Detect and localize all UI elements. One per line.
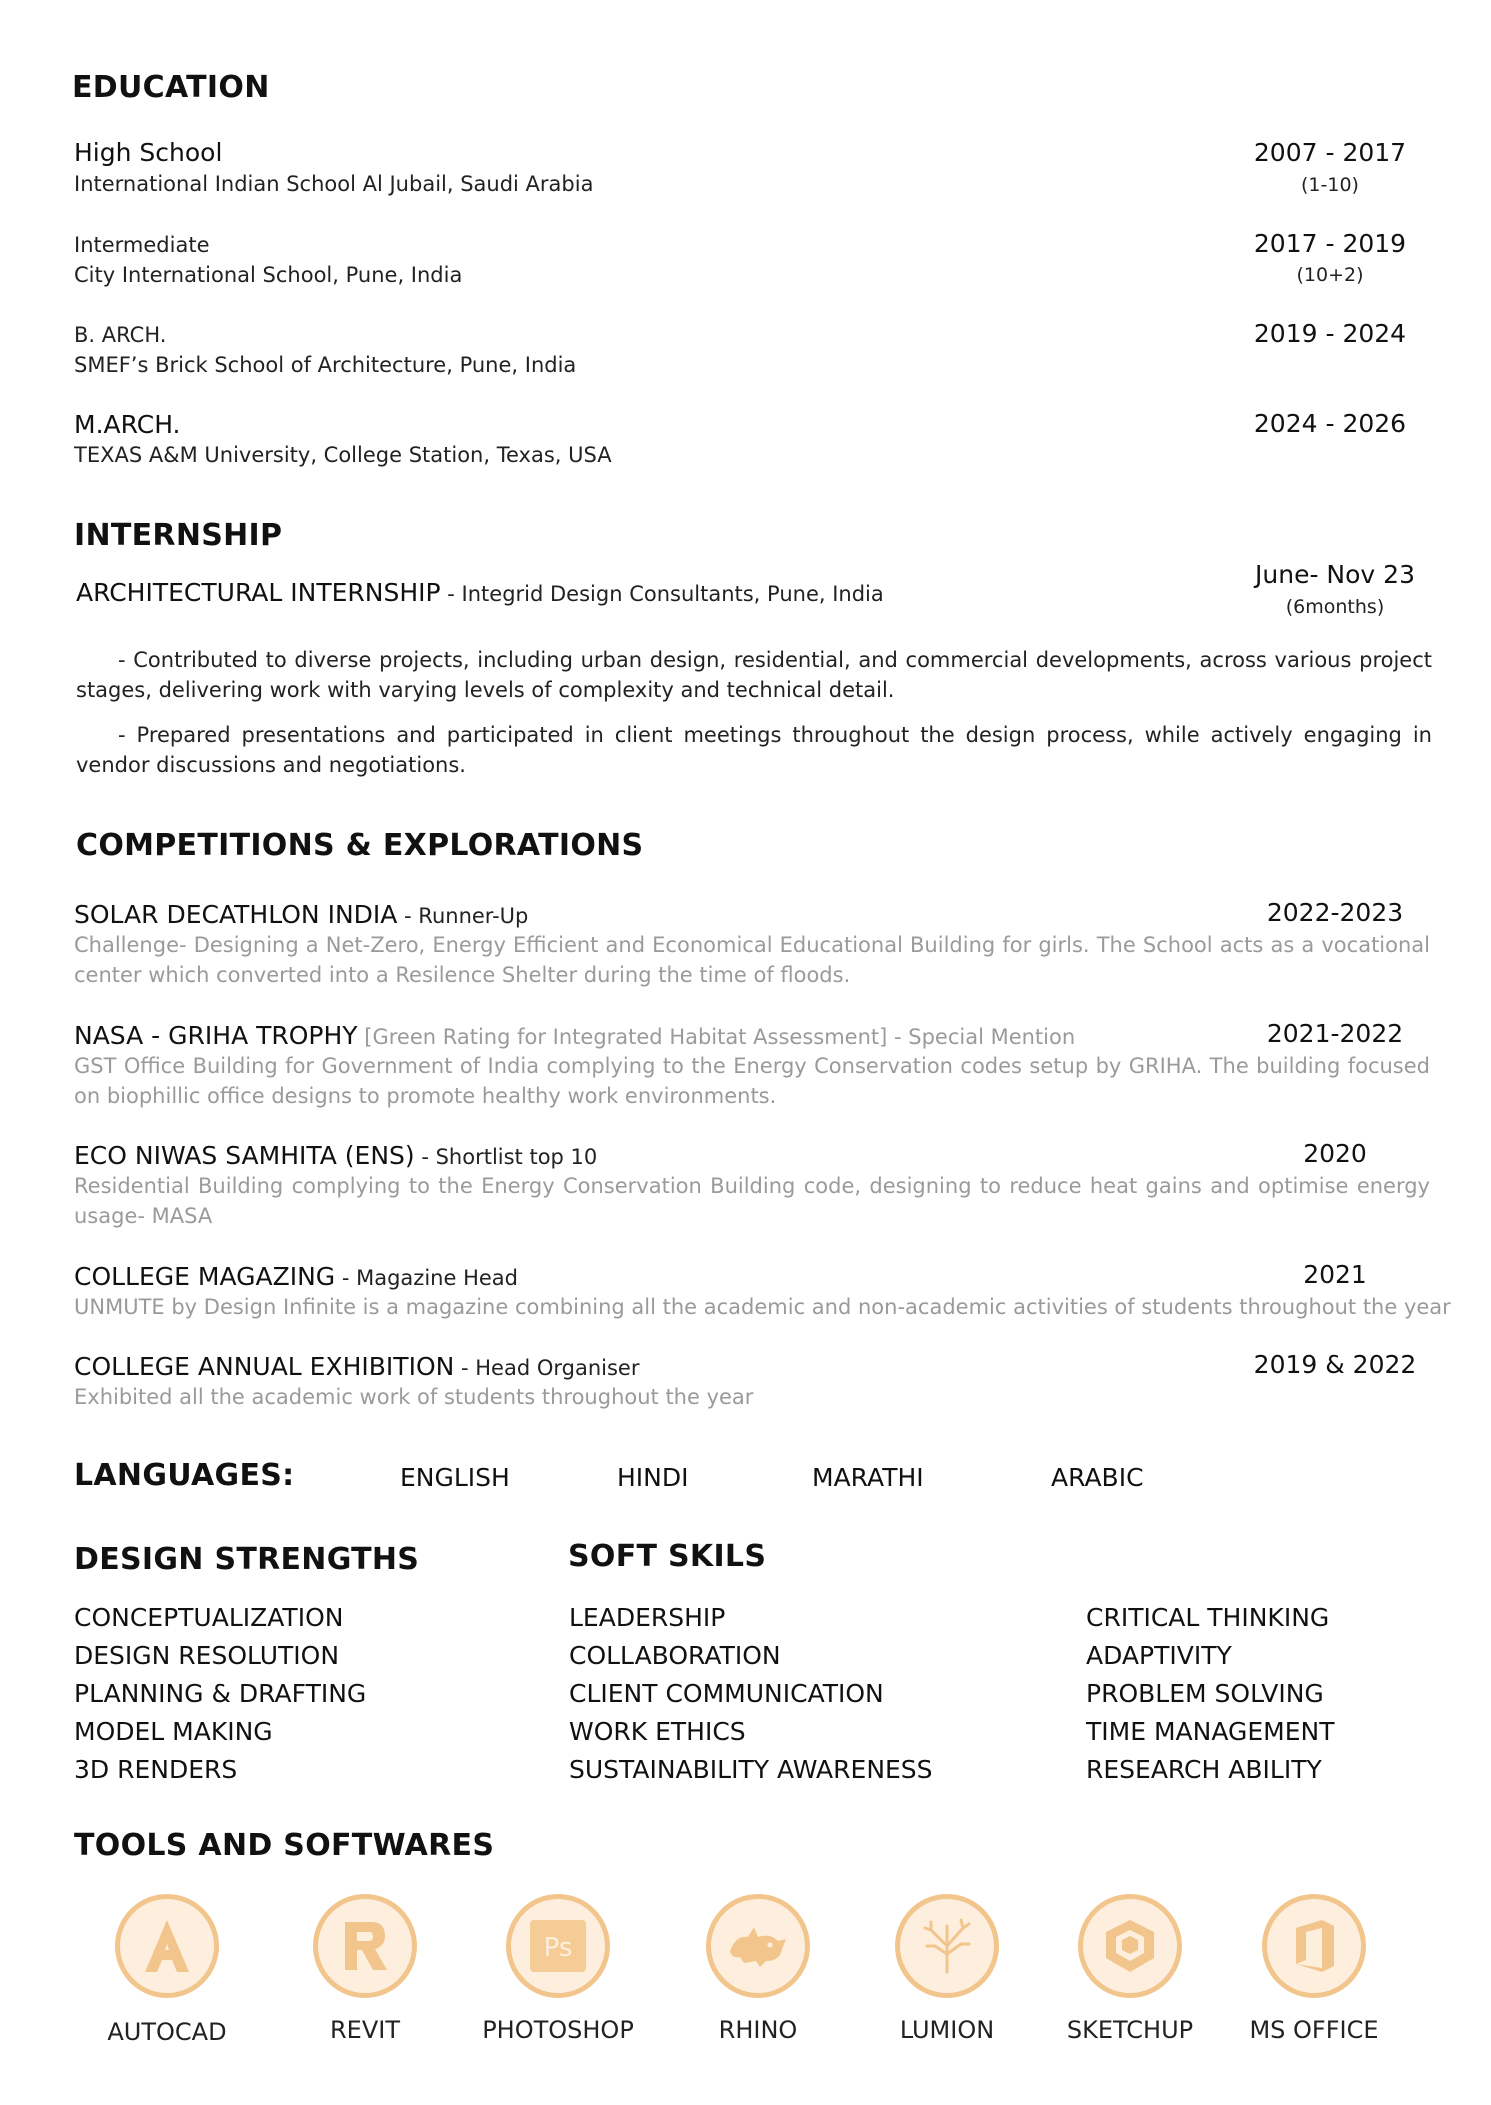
rhino-icon: [706, 1894, 810, 1998]
tool-label: MS OFFICE: [1249, 2016, 1379, 2044]
skill-item: MODEL MAKING: [74, 1717, 273, 1746]
language-item: HINDI: [617, 1463, 689, 1492]
revit-icon: [313, 1894, 417, 1998]
internship-period: June- Nov 23: [1255, 560, 1415, 589]
competition-role: - Shortlist top 10: [414, 1145, 598, 1169]
competition-title: NASA - GRIHA TROPHY: [74, 1021, 358, 1050]
education-title: High School: [74, 138, 223, 167]
competition-description: Residential Building complying to the Energy Conservation Building code, designing to reduce heat gains and optimise energy usage- MASA: [74, 1174, 1430, 1228]
tool-label: SKETCHUP: [1066, 2016, 1194, 2044]
tool-label: LUMION: [899, 2016, 995, 2044]
soft-skills-list-1: [569, 1599, 933, 1789]
competition-title: COLLEGE MAGAZING: [74, 1262, 336, 1291]
education-years: 2017 - 2019: [1253, 229, 1407, 258]
competition-title: COLLEGE ANNUAL EXHIBITION: [74, 1352, 455, 1381]
competition-description: UNMUTE by Design Infinite is a magazine combining all the academic and non-academic activities of students throughout the year: [74, 1295, 1451, 1319]
soft-skills-list-2: [1086, 1599, 1335, 1789]
internship-point: - Contributed to diverse projects, including urban design, residential, and commercial developments, across various project stages, delivering work with varying levels of complexity and technical detail.: [76, 648, 1432, 702]
skill-item: TIME MANAGEMENT: [1086, 1717, 1335, 1746]
education-title: B. ARCH.: [74, 323, 167, 347]
ms-office-icon: [1262, 1894, 1366, 1998]
skill-item: 3D RENDERS: [74, 1755, 238, 1784]
sketchup-icon: [1078, 1894, 1182, 1998]
education-place: TEXAS A&M University, College Station, Texas, USA: [74, 443, 612, 467]
competition-role: - Head Organiser: [454, 1356, 640, 1380]
education-years: 2024 - 2026: [1253, 409, 1407, 438]
internship-title: ARCHITECTURAL INTERNSHIP: [76, 578, 441, 607]
soft-skills-heading: SOFT SKILS: [568, 1539, 767, 1574]
skill-item: SUSTAINABILITY AWARENESS: [569, 1755, 933, 1784]
competition-extra: [Green Rating for Integrated Habitat Assessment] - Special Mention: [357, 1025, 1076, 1049]
design-strengths-heading: DESIGN STRENGTHS: [74, 1542, 420, 1577]
language-item: ARABIC: [1051, 1463, 1144, 1492]
tools-heading: TOOLS AND SOFTWARES: [74, 1828, 495, 1863]
internship-heading: INTERNSHIP: [74, 518, 283, 553]
competition-year: 2022-2023: [1266, 898, 1404, 927]
education-place: City International School, Pune, India: [74, 263, 463, 287]
education-title: Intermediate: [74, 233, 210, 257]
language-item: MARATHI: [812, 1463, 924, 1492]
tool-label: AUTOCAD: [107, 2018, 227, 2046]
internship-duration: (6months): [1285, 596, 1385, 618]
skill-item: PROBLEM SOLVING: [1086, 1679, 1324, 1708]
tool-label: RHINO: [718, 2016, 798, 2044]
education-place: International Indian School Al Jubail, Saudi Arabia: [74, 172, 594, 196]
competition-description: Exhibited all the academic work of students throughout the year: [74, 1385, 754, 1409]
design-strengths-list: [74, 1599, 366, 1789]
competition-description: GST Office Building for Government of India complying to the Energy Conservation codes setup by GRIHA. The building focused on biophillic office designs to promote healthy work environments.: [74, 1054, 1430, 1108]
skill-item: CONCEPTUALIZATION: [74, 1603, 344, 1632]
skill-item: LEADERSHIP: [569, 1603, 726, 1632]
skill-item: ADAPTIVITY: [1086, 1641, 1232, 1670]
competition-title: SOLAR DECATHLON INDIA: [74, 900, 398, 929]
tool-label: REVIT: [330, 2016, 400, 2044]
skill-item: WORK ETHICS: [569, 1717, 746, 1746]
skill-item: CLIENT COMMUNICATION: [569, 1679, 884, 1708]
education-heading: EDUCATION: [72, 70, 270, 105]
tool-label: PHOTOSHOP: [482, 2016, 634, 2044]
education-note: (1-10): [1301, 174, 1359, 196]
lumion-icon: [895, 1894, 999, 1998]
skill-item: CRITICAL THINKING: [1086, 1603, 1330, 1632]
education-years: 2019 - 2024: [1253, 319, 1407, 348]
photoshop-glyph: Ps: [543, 1933, 573, 1963]
education-years: 2007 - 2017: [1253, 138, 1407, 167]
competition-year: 2021-2022: [1266, 1019, 1404, 1048]
skill-item: RESEARCH ABILITY: [1086, 1755, 1322, 1784]
languages-heading: LANGUAGES:: [74, 1458, 295, 1493]
education-title: M.ARCH.: [74, 410, 181, 439]
competition-role: - Magazine Head: [335, 1266, 518, 1290]
competitions-heading: COMPETITIONS & EXPLORATIONS: [76, 828, 644, 863]
internship-company: - Integrid Design Consultants, Pune, India: [440, 582, 884, 606]
internship-line: [76, 578, 884, 607]
photoshop-icon: [506, 1894, 610, 1998]
competition-year: 2021: [1303, 1260, 1367, 1289]
skill-item: PLANNING & DRAFTING: [74, 1679, 367, 1708]
competition-year: 2019 & 2022: [1253, 1350, 1417, 1379]
autocad-icon: [115, 1894, 219, 1998]
competition-title: ECO NIWAS SAMHITA (ENS): [74, 1141, 415, 1170]
competition-role: - Runner-Up: [397, 904, 529, 928]
skill-item: COLLABORATION: [569, 1641, 781, 1670]
internship-point: - Prepared presentations and participated in client meetings throughout the design process, while actively engaging in vendor discussions and negotiations.: [76, 723, 1432, 777]
education-note: (10+2): [1296, 264, 1364, 286]
skill-item: DESIGN RESOLUTION: [74, 1641, 340, 1670]
competition-description: Challenge- Designing a Net-Zero, Energy Efficient and Economical Educational Building for girls. The School acts as a vocational center which converted into a Resilence Shelter during the time of floods.: [74, 933, 1430, 987]
language-item: ENGLISH: [400, 1463, 510, 1492]
education-place: SMEF’s Brick School of Architecture, Pune, India: [74, 353, 577, 377]
competition-year: 2020: [1303, 1139, 1367, 1168]
